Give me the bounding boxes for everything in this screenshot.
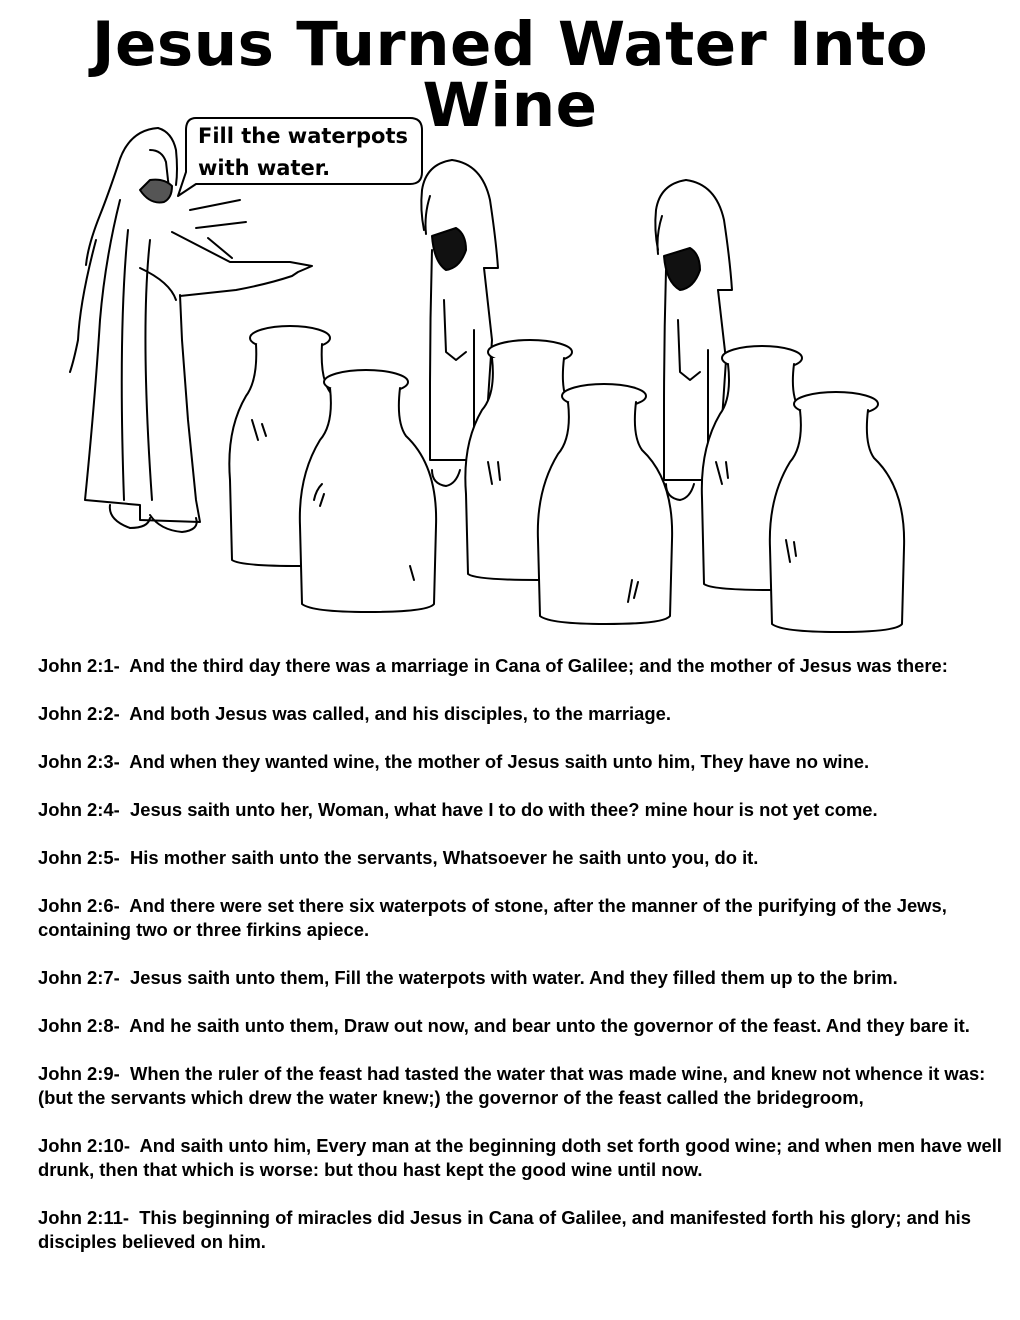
verse-item [38,966,1008,990]
verse-text: Jesus saith unto them, Fill the waterpots with water. And they filled them up to the brim. [129,967,898,988]
verse-ref: John 2:5- [38,847,120,868]
verse-text: This beginning of miracles did Jesus in Cana of Galilee, and manifested forth his glory; and his disciples believed on him. [38,1207,977,1252]
verse-ref: John 2:7- [38,967,120,988]
waterpots-illustration [0,100,1020,645]
verse-ref: John 2:6- [38,895,120,916]
verse-ref: John 2:8- [38,1015,120,1036]
verse-ref: John 2:9- [38,1063,120,1084]
verse-text: And the third day there was a marriage in Cana of Galilee; and the mother of Jesus was there: [129,655,948,676]
verse-text: Jesus saith unto her, Woman, what have I to do with thee? mine hour is not yet come. [129,799,878,820]
verse-ref: John 2:11- [38,1207,129,1228]
verse-ref: John 2:2- [38,703,120,724]
verse-item [38,798,1008,822]
verse-text: And saith unto him, Every man at the beginning doth set forth good wine; and when men have well drunk, then that which is worse: but thou hast kept the good wine until now. [38,1135,1008,1180]
page-title: Jesus Turned Water Into Wine [91,9,929,141]
verse-item [38,750,1008,774]
verse-ref: John 2:4- [38,799,120,820]
verse-item [38,1062,1008,1110]
verse-ref: John 2:1- [38,655,120,676]
verse-item [38,702,1008,726]
verse-text: And there were set there six waterpots of stone, after the manner of the purifying of the Jews, containing two or three firkins apiece. [38,895,952,940]
verse-item [38,654,1008,678]
speech-bubble-text: Fill the waterpots with water. [198,124,408,180]
verse-list [38,654,1008,1278]
verse-ref: John 2:3- [38,751,120,772]
verse-ref: John 2:10- [38,1135,130,1156]
verse-item [38,1014,1008,1038]
verse-item [38,1134,1008,1182]
verse-text: When the ruler of the feast had tasted the water that was made wine, and knew not whence it was: (but the servants which drew the water knew;) the governor of the feast called the bridegroom, [38,1063,991,1108]
verse-text: And both Jesus was called, and his disciples, to the marriage. [129,703,671,724]
verse-text: His mother saith unto the servants, Whatsoever he saith unto you, do it. [129,847,759,868]
verse-text: And he saith unto them, Draw out now, and bear unto the governor of the feast. And they bare it. [129,1015,970,1036]
verse-item [38,1206,1008,1254]
verse-text: And when they wanted wine, the mother of Jesus saith unto him, They have no wine. [129,751,870,772]
verse-item [38,846,1008,870]
verse-item [38,894,1008,942]
